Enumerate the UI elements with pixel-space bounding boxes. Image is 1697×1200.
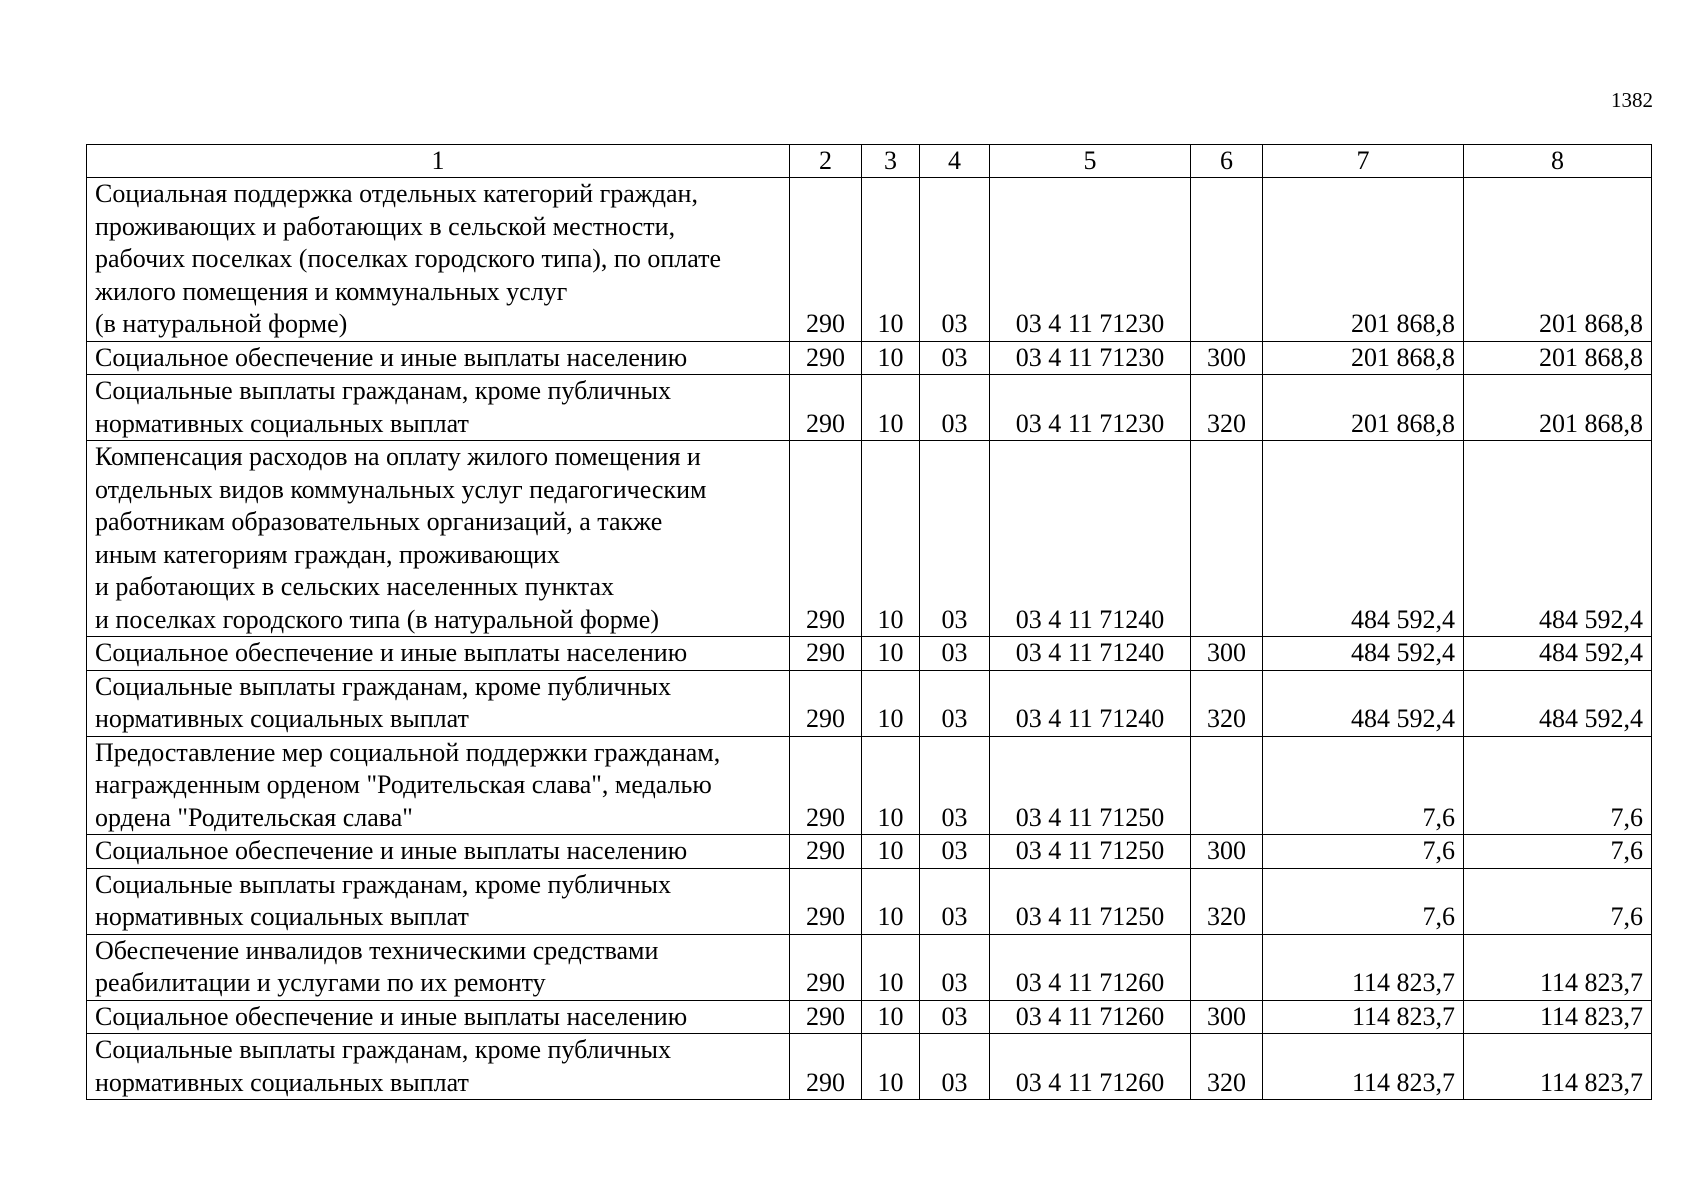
table-row xyxy=(87,934,1652,1000)
header-cell: 5 xyxy=(990,145,1191,178)
col4-cell: 03 xyxy=(920,670,990,736)
col3-cell: 10 xyxy=(862,1000,920,1034)
col4-cell: 03 xyxy=(920,441,990,637)
col5-cell: 03 4 11 71250 xyxy=(990,835,1191,869)
col7-cell: 7,6 xyxy=(1263,736,1464,835)
col8-cell: 7,6 xyxy=(1464,835,1652,869)
col5-cell: 03 4 11 71230 xyxy=(990,178,1191,342)
row-name-cell: Социальные выплаты гражданам, кроме публичных нормативных социальных выплат xyxy=(87,375,790,441)
budget-table xyxy=(86,144,1652,1100)
row-name-cell: Социальные выплаты гражданам, кроме публичных нормативных социальных выплат xyxy=(87,868,790,934)
col7-cell: 484 592,4 xyxy=(1263,441,1464,637)
col6-cell: 320 xyxy=(1191,670,1263,736)
col6-cell: 300 xyxy=(1191,835,1263,869)
row-name-cell: Обеспечение инвалидов техническими средствами реабилитации и услугами по их ремонту xyxy=(87,934,790,1000)
col7-cell: 484 592,4 xyxy=(1263,637,1464,671)
col7-cell: 201 868,8 xyxy=(1263,341,1464,375)
col5-cell: 03 4 11 71240 xyxy=(990,670,1191,736)
row-name-cell: Социальное обеспечение и иные выплаты населению xyxy=(87,637,790,671)
col8-cell: 114 823,7 xyxy=(1464,1000,1652,1034)
col6-cell xyxy=(1191,178,1263,342)
col4-cell: 03 xyxy=(920,341,990,375)
col7-cell: 114 823,7 xyxy=(1263,1034,1464,1100)
col7-cell: 201 868,8 xyxy=(1263,375,1464,441)
table-row xyxy=(87,736,1652,835)
col5-cell: 03 4 11 71240 xyxy=(990,441,1191,637)
header-cell: 3 xyxy=(862,145,920,178)
row-name-cell: Компенсация расходов на оплату жилого помещения и отдельных видов коммунальных услуг педагогическим работникам образовательных организаций, а также иным категориям граждан, проживающих и работающих в сельских населенных пунктах и поселках городского типа (в натуральной форме) xyxy=(87,441,790,637)
col7-cell: 484 592,4 xyxy=(1263,670,1464,736)
col8-cell: 484 592,4 xyxy=(1464,670,1652,736)
col5-cell: 03 4 11 71240 xyxy=(990,637,1191,671)
col7-cell: 7,6 xyxy=(1263,835,1464,869)
col2-cell: 290 xyxy=(790,835,862,869)
col6-cell: 300 xyxy=(1191,341,1263,375)
table-row xyxy=(87,1034,1652,1100)
col3-cell: 10 xyxy=(862,441,920,637)
header-cell: 6 xyxy=(1191,145,1263,178)
col2-cell: 290 xyxy=(790,441,862,637)
col8-cell: 484 592,4 xyxy=(1464,637,1652,671)
col6-cell: 320 xyxy=(1191,868,1263,934)
col8-cell: 7,6 xyxy=(1464,868,1652,934)
col7-cell: 114 823,7 xyxy=(1263,934,1464,1000)
col8-cell: 114 823,7 xyxy=(1464,934,1652,1000)
header-cell: 4 xyxy=(920,145,990,178)
col2-cell: 290 xyxy=(790,868,862,934)
col2-cell: 290 xyxy=(790,178,862,342)
col5-cell: 03 4 11 71250 xyxy=(990,736,1191,835)
col2-cell: 290 xyxy=(790,341,862,375)
header-cell: 1 xyxy=(87,145,790,178)
table-row xyxy=(87,375,1652,441)
col3-cell: 10 xyxy=(862,341,920,375)
col8-cell: 201 868,8 xyxy=(1464,341,1652,375)
table-row xyxy=(87,341,1652,375)
col3-cell: 10 xyxy=(862,178,920,342)
header-row xyxy=(87,145,1652,178)
table-row xyxy=(87,178,1652,342)
col2-cell: 290 xyxy=(790,934,862,1000)
row-name-cell: Социальное обеспечение и иные выплаты населению xyxy=(87,341,790,375)
col4-cell: 03 xyxy=(920,1034,990,1100)
col8-cell: 201 868,8 xyxy=(1464,178,1652,342)
col3-cell: 10 xyxy=(862,670,920,736)
col2-cell: 290 xyxy=(790,736,862,835)
col6-cell: 300 xyxy=(1191,1000,1263,1034)
row-name-cell: Социальные выплаты гражданам, кроме публичных нормативных социальных выплат xyxy=(87,1034,790,1100)
row-name-cell: Социальное обеспечение и иные выплаты населению xyxy=(87,835,790,869)
col4-cell: 03 xyxy=(920,637,990,671)
col3-cell: 10 xyxy=(862,736,920,835)
col5-cell: 03 4 11 71230 xyxy=(990,341,1191,375)
row-name-cell: Предоставление мер социальной поддержки гражданам, награжденным орденом "Родительская слава", медалью ордена "Родительская слава" xyxy=(87,736,790,835)
col6-cell xyxy=(1191,441,1263,637)
col4-cell: 03 xyxy=(920,835,990,869)
col8-cell: 201 868,8 xyxy=(1464,375,1652,441)
header-cell: 7 xyxy=(1263,145,1464,178)
col8-cell: 484 592,4 xyxy=(1464,441,1652,637)
col4-cell: 03 xyxy=(920,1000,990,1034)
col4-cell: 03 xyxy=(920,934,990,1000)
col6-cell: 320 xyxy=(1191,375,1263,441)
col2-cell: 290 xyxy=(790,1000,862,1034)
table-row xyxy=(87,441,1652,637)
col3-cell: 10 xyxy=(862,637,920,671)
row-name-cell: Социальные выплаты гражданам, кроме публичных нормативных социальных выплат xyxy=(87,670,790,736)
col5-cell: 03 4 11 71260 xyxy=(990,934,1191,1000)
table-row xyxy=(87,868,1652,934)
row-name-cell: Социальное обеспечение и иные выплаты населению xyxy=(87,1000,790,1034)
table-row xyxy=(87,835,1652,869)
col4-cell: 03 xyxy=(920,868,990,934)
col3-cell: 10 xyxy=(862,835,920,869)
col6-cell: 320 xyxy=(1191,1034,1263,1100)
page-number: 1382 xyxy=(1611,88,1653,112)
table-row xyxy=(87,1000,1652,1034)
col8-cell: 114 823,7 xyxy=(1464,1034,1652,1100)
col2-cell: 290 xyxy=(790,670,862,736)
header-cell: 2 xyxy=(790,145,862,178)
col7-cell: 7,6 xyxy=(1263,868,1464,934)
col6-cell xyxy=(1191,736,1263,835)
col4-cell: 03 xyxy=(920,375,990,441)
table-row xyxy=(87,637,1652,671)
row-name-cell: Социальная поддержка отдельных категорий граждан, проживающих и работающих в сельской местности, рабочих поселках (поселках городского типа), по оплате жилого помещения и коммунальных услуг (в натуральной форме) xyxy=(87,178,790,342)
col2-cell: 290 xyxy=(790,375,862,441)
col2-cell: 290 xyxy=(790,637,862,671)
col3-cell: 10 xyxy=(862,1034,920,1100)
col8-cell: 7,6 xyxy=(1464,736,1652,835)
col4-cell: 03 xyxy=(920,736,990,835)
col6-cell xyxy=(1191,934,1263,1000)
col5-cell: 03 4 11 71260 xyxy=(990,1034,1191,1100)
col3-cell: 10 xyxy=(862,934,920,1000)
col3-cell: 10 xyxy=(862,868,920,934)
col2-cell: 290 xyxy=(790,1034,862,1100)
col5-cell: 03 4 11 71230 xyxy=(990,375,1191,441)
col7-cell: 201 868,8 xyxy=(1263,178,1464,342)
header-cell: 8 xyxy=(1464,145,1652,178)
col6-cell: 300 xyxy=(1191,637,1263,671)
col4-cell: 03 xyxy=(920,178,990,342)
col3-cell: 10 xyxy=(862,375,920,441)
col7-cell: 114 823,7 xyxy=(1263,1000,1464,1034)
table-row xyxy=(87,670,1652,736)
col5-cell: 03 4 11 71250 xyxy=(990,868,1191,934)
col5-cell: 03 4 11 71260 xyxy=(990,1000,1191,1034)
